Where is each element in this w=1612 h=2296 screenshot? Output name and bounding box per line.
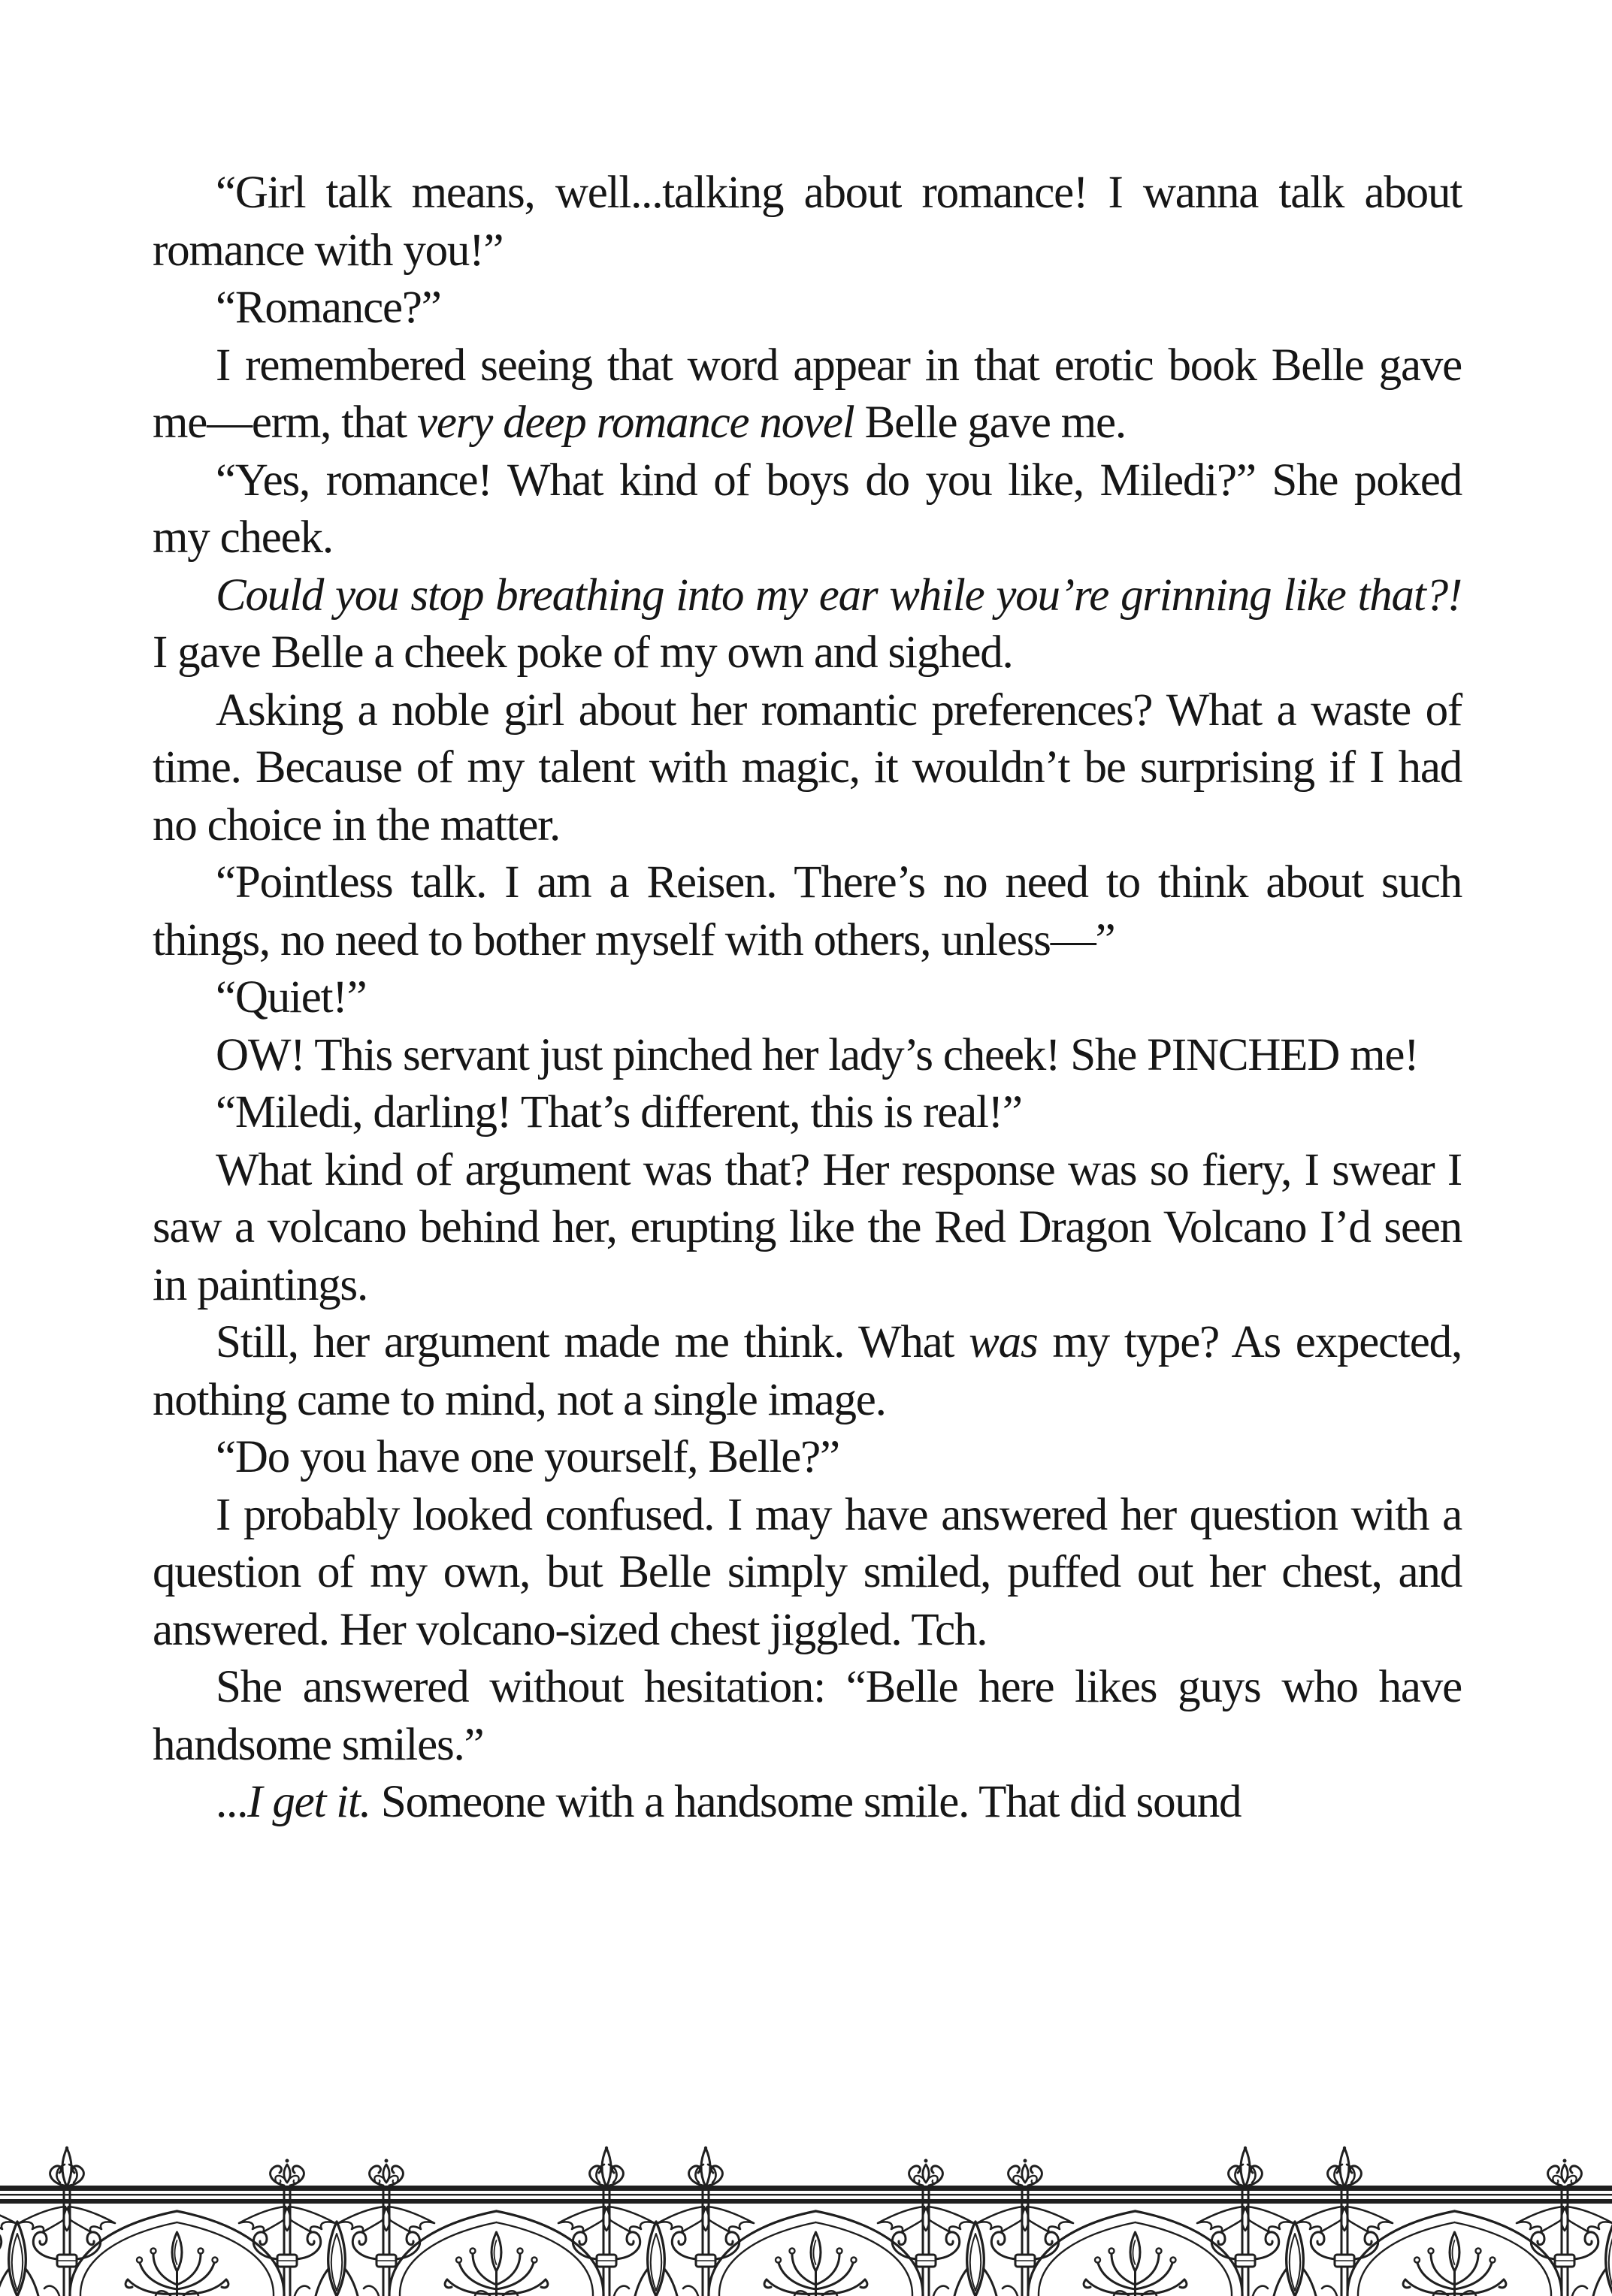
paragraph — [153, 969, 1462, 1027]
text-run: my type? As expected, nothing came to mind, not a single image. — [153, 1317, 1462, 1425]
text-run: I remembered seeing that word appear in that erotic book Belle gave me—erm, that — [153, 340, 1462, 448]
text-run: “Quiet!” — [216, 972, 367, 1023]
paragraph — [153, 165, 1462, 279]
paragraph — [153, 1487, 1462, 1660]
page-text — [153, 165, 1462, 1832]
text-run: I gave Belle a cheek poke of my own and sighed. — [153, 627, 1013, 678]
text-run: Still, her argument made me think. What — [216, 1317, 969, 1367]
text-run: Asking a noble girl about her romantic preferences? What a waste of time. Because of my talent with magic, it wouldn’t be surprising if I had no choice in the matter. — [153, 684, 1462, 850]
text-run: “Yes, romance! What kind of boys do you like, Miledi?” She poked my cheek. — [153, 455, 1462, 563]
paragraph — [153, 1314, 1462, 1429]
text-run: OW! This servant just pinched her lady’s cheek! She PINCHED me! — [216, 1029, 1419, 1080]
text-run: “Romance?” — [216, 282, 441, 333]
paragraph — [153, 337, 1462, 452]
italic-run: Could you stop breathing into my ear while you’re grinning like that?! — [216, 569, 1462, 621]
paragraph — [153, 567, 1462, 682]
text-run: She answered without hesitation: “Belle here likes guys who have handsome smiles.” — [153, 1662, 1462, 1770]
italic-run: was — [969, 1317, 1038, 1367]
paragraph — [153, 1142, 1462, 1315]
paragraph — [153, 1429, 1462, 1487]
paragraph — [153, 854, 1462, 969]
paragraph — [153, 452, 1462, 567]
italic-run: I get it. — [247, 1777, 370, 1827]
text-run: “Pointless talk. I am a Reisen. There’s no need to think about such things, no need to bother myself with others, unless—” — [153, 857, 1462, 965]
text-run: “Do you have one yourself, Belle?” — [216, 1432, 839, 1482]
paragraph — [153, 1774, 1462, 1832]
text-run: Belle gave me. — [854, 397, 1126, 448]
paragraph — [153, 1027, 1462, 1085]
text-run: Someone with a handsome smile. That did sound — [370, 1777, 1242, 1827]
text-run: What kind of argument was that? Her response was so fiery, I swear I saw a volcano behind her, erupting like the Red Dragon Volcano I’d seen in paintings. — [153, 1144, 1462, 1310]
text-run: ... — [216, 1777, 248, 1827]
text-run: I probably looked confused. I may have answered her question with a question of my own, but Belle simply smiled, puffed out her chest, and answered. Her volcano-sized chest jiggled. Tch. — [153, 1489, 1462, 1655]
italic-run: very deep romance novel — [416, 397, 854, 448]
paragraph — [153, 279, 1462, 337]
paragraph — [153, 1084, 1462, 1142]
text-run: “Girl talk means, well...talking about romance! I wanna talk about romance with you!” — [153, 168, 1462, 276]
wrought-iron-anthemion-border-icon — [0, 2145, 1612, 2296]
text-run: “Miledi, darling! That’s different, this is real!” — [216, 1087, 1022, 1137]
paragraph — [153, 682, 1462, 855]
paragraph — [153, 1659, 1462, 1774]
